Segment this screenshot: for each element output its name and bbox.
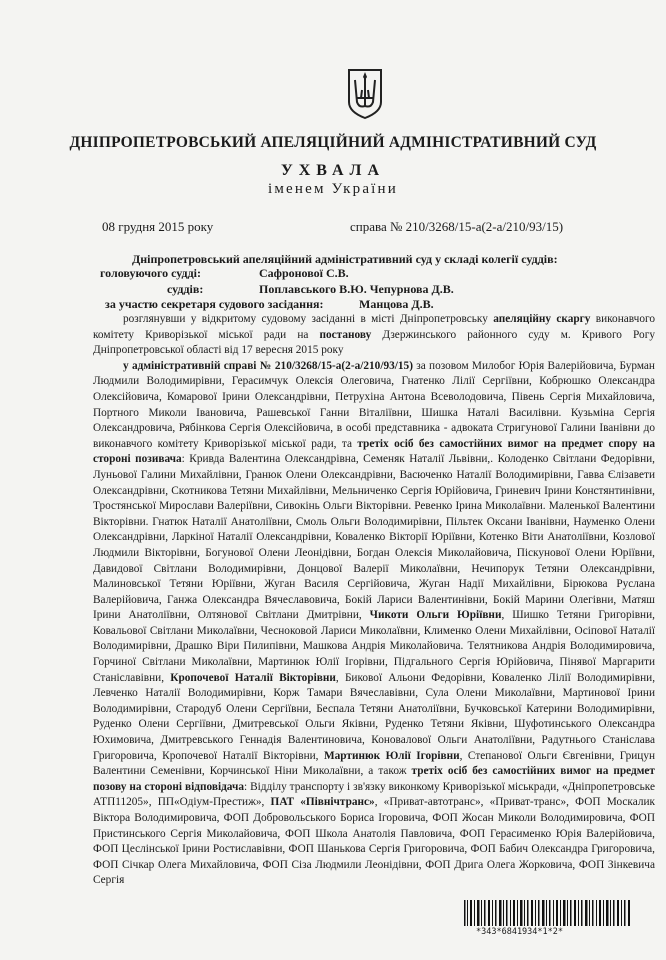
- document-type: УХВАЛА: [281, 162, 385, 179]
- paragraph-2: у адміністративній справі № 210/3268/15-а(2-а/210/93/15) за позовом Милобог Юрія Валерійовича, Бурман Людмили Володимирівни, Герасимчук Олексія Олеговича, Гнатенко Лілії Сергіївни, Кобрюшко Олександра Олексійовича, Комарової Ірини Олександрівни, Петрухіна Антона Всеволодовича, Півень Сергія Михайловича, Портного Миколи Івановича, Рашевської Ганни Віталіївни, Шишка Наталі Василівни. Кузьміна Сергія Олександровича, Рябінкова Сергія Олексійовича, в особі представника - адвоката Стригунової Галини Іванівни до виконавчого комітету Криворізької міської ради, та третіх осіб без самостійних вимог на предмет спору на стороні позивача: Кривда Валентина Олександрівна, Семеняк Наталії Львівни,. Колоденко Світлани Федорівни, Луньової Галини Михайлівни, Гранюк Олени Олександрівни, Васюченко Наталії Володимирівни, Гавва Єлізавети Олександрівни, Скотникова Тетяни Михайлівни, Мельниченко Сергія Юрійовича, Гриневич Ірини Констянтинівни, Тростянської Мирослави Валеріївни, Сивокінь Ольги Вікторівни. Ревенко Ірина Миколаївни. Маленької Валентини Вікторівни. Гнатюк Наталії Анатоліївни, Смоль Ольги Володимирівни, Пільтек Оксани Іванівни, Науменко Олени Олександрівни, Ларкіної Наталії Олександрівни, Коваленко Вікторії Юріївни, Котенко Віти Анатоліївни, Козлової Людмили Вікторівни, Богунової Олени Леонідівни, Богдан Олексія Миколайовича, Піскунової Олени Юріївни, Давидової Світлани Володимирівни, Донцової Валерії Миколаївни, Нечипорук Тетяни Олександрівни, Малиновської Тетяни Юріївни, Жуган Василя Сергійовича, Жуган Надії Михайлівни, Бірюкова Руслана Валерійовича, Ганжа Олександра Вячеславовича, Бокій Лариси Валентинівни, Бокій Марини Олегівни, Матяш Ірини Анатоліївни, Олтянової Світлани Дмитрівни, Чикоти Ольги Юріївни, Шишко Тетяни Григорівни, Ковальової Світлани Миколаївни, Чесноковой Лариси Миколаївни, Клименко Олени Михайлівни, Осіпової Наталії Володимирівни, Драшко Віри Пилипівни, Машкова Андрія Миколайовича. Телятникова Андрія Володимировича, Горчиної Світлани Миколаївни, Мартинюк Юлії Ігорівни, Підгального Сергія Юрійовича, Пінявої Маргарити Станіславівни, Кропочевої Наталії Вікторівни, Бикової Альони Федорівни, Коваленко Лілії Володимирівни, Левченко Наталії Володимирівни, Корж Тамари Вячеславівни, Сула Олени Миколаївни, Мартинової Ірини Володимирівни, Стародуб Олени Сергіївни, Беспала Тетяни Анатоліївни, Бучковської Катерини Володимирівни, Руденко Олени Сергіївни, Дмитревської Ольги Яківни, Руденко Тетяни Яківни, Шуфотинського Олександра Юхимовича, Дмитревського Геннадія Валентиновича, Коновалової Ольги Анатоліївни, Радутнього Станіслава Григоровича, Кропочевої Наталії Вікторівни, Мартинюк Юлії Ігорівни, Степанової Ольги Євгенівни, Грицун Валентини Семенівни, Корчинської Ніни Миколаївни, а також третіх осіб без самостійних вимог на предмет позову на стороні відповідача: Відділу транспорту і зв'язку виконкому Криворізької міськради, «Дніпропетровське АТП11205», ПП«Одіум-Престиж», ПАТ «Північтранс», «Приват-автотранс», «Приват-транс», ФОП Москалик Віктора Володимировича, ФОП Добровольського Бориса Ігоровича, ФОП Жосан Миколи Володимировича, ФОП Пристинського Сергія Миколайовича, ФОП Школа Анатолія Павловича, ФОП Герасименко Юрія Валерійовича, ФОП Цеслінської Ірини Ростиславівни, ФОП Шанькова Сергія Григоровича, ФОП Бабич Олександра Григоровича, ФОП Січкар Олега Михайловича, ФОП Сіза Людмили Леонідівни, ФОП Дрига Олега Жорковича, ФОП Зінкевича Сергія: [93, 359, 656, 887]
- document-body: [93, 312, 655, 889]
- judges-label: суддів:: [167, 282, 204, 296]
- barcode-bars-icon: [462, 900, 632, 926]
- court-name: ДНІПРОПЕТРОВСЬКИЙ АПЕЛЯЦІЙНИЙ АДМІНІСТРАТИВНИЙ СУД: [69, 134, 597, 151]
- in-name-of: іменем України: [267, 181, 398, 197]
- paragraph-1: розглянувши у відкритому судовому засіданні в місті Дніпропетровську апеляційну скаргу виконавчого комітету Криворізької міської ради на постанову Дзержинського районного суду м. Кривого Рогу Дніпропетровської області від 17 вересня 2015 року: [93, 313, 655, 357]
- case-number: справа № 210/3268/15-а(2-а/210/93/15): [350, 219, 564, 234]
- barcode: [462, 900, 632, 938]
- secretary-label: за участю секретаря судового засідання:: [105, 297, 324, 311]
- presiding-name: Сафронової С.В.: [259, 266, 349, 280]
- secretary-name: Манцова Д.В.: [359, 297, 434, 311]
- document-date: 08 грудня 2015 року: [102, 219, 214, 234]
- panel-intro: Дніпропетровський апеляційний адміністративний суд у складі колегії суддів:: [132, 252, 558, 266]
- presiding-label: головуючого судді:: [100, 266, 202, 280]
- trident-emblem-icon: [347, 68, 383, 120]
- judges-names: Поплавського В.Ю. Чепурнова Д.В.: [259, 282, 454, 296]
- barcode-number: *343*6841934*1*2*: [476, 927, 563, 937]
